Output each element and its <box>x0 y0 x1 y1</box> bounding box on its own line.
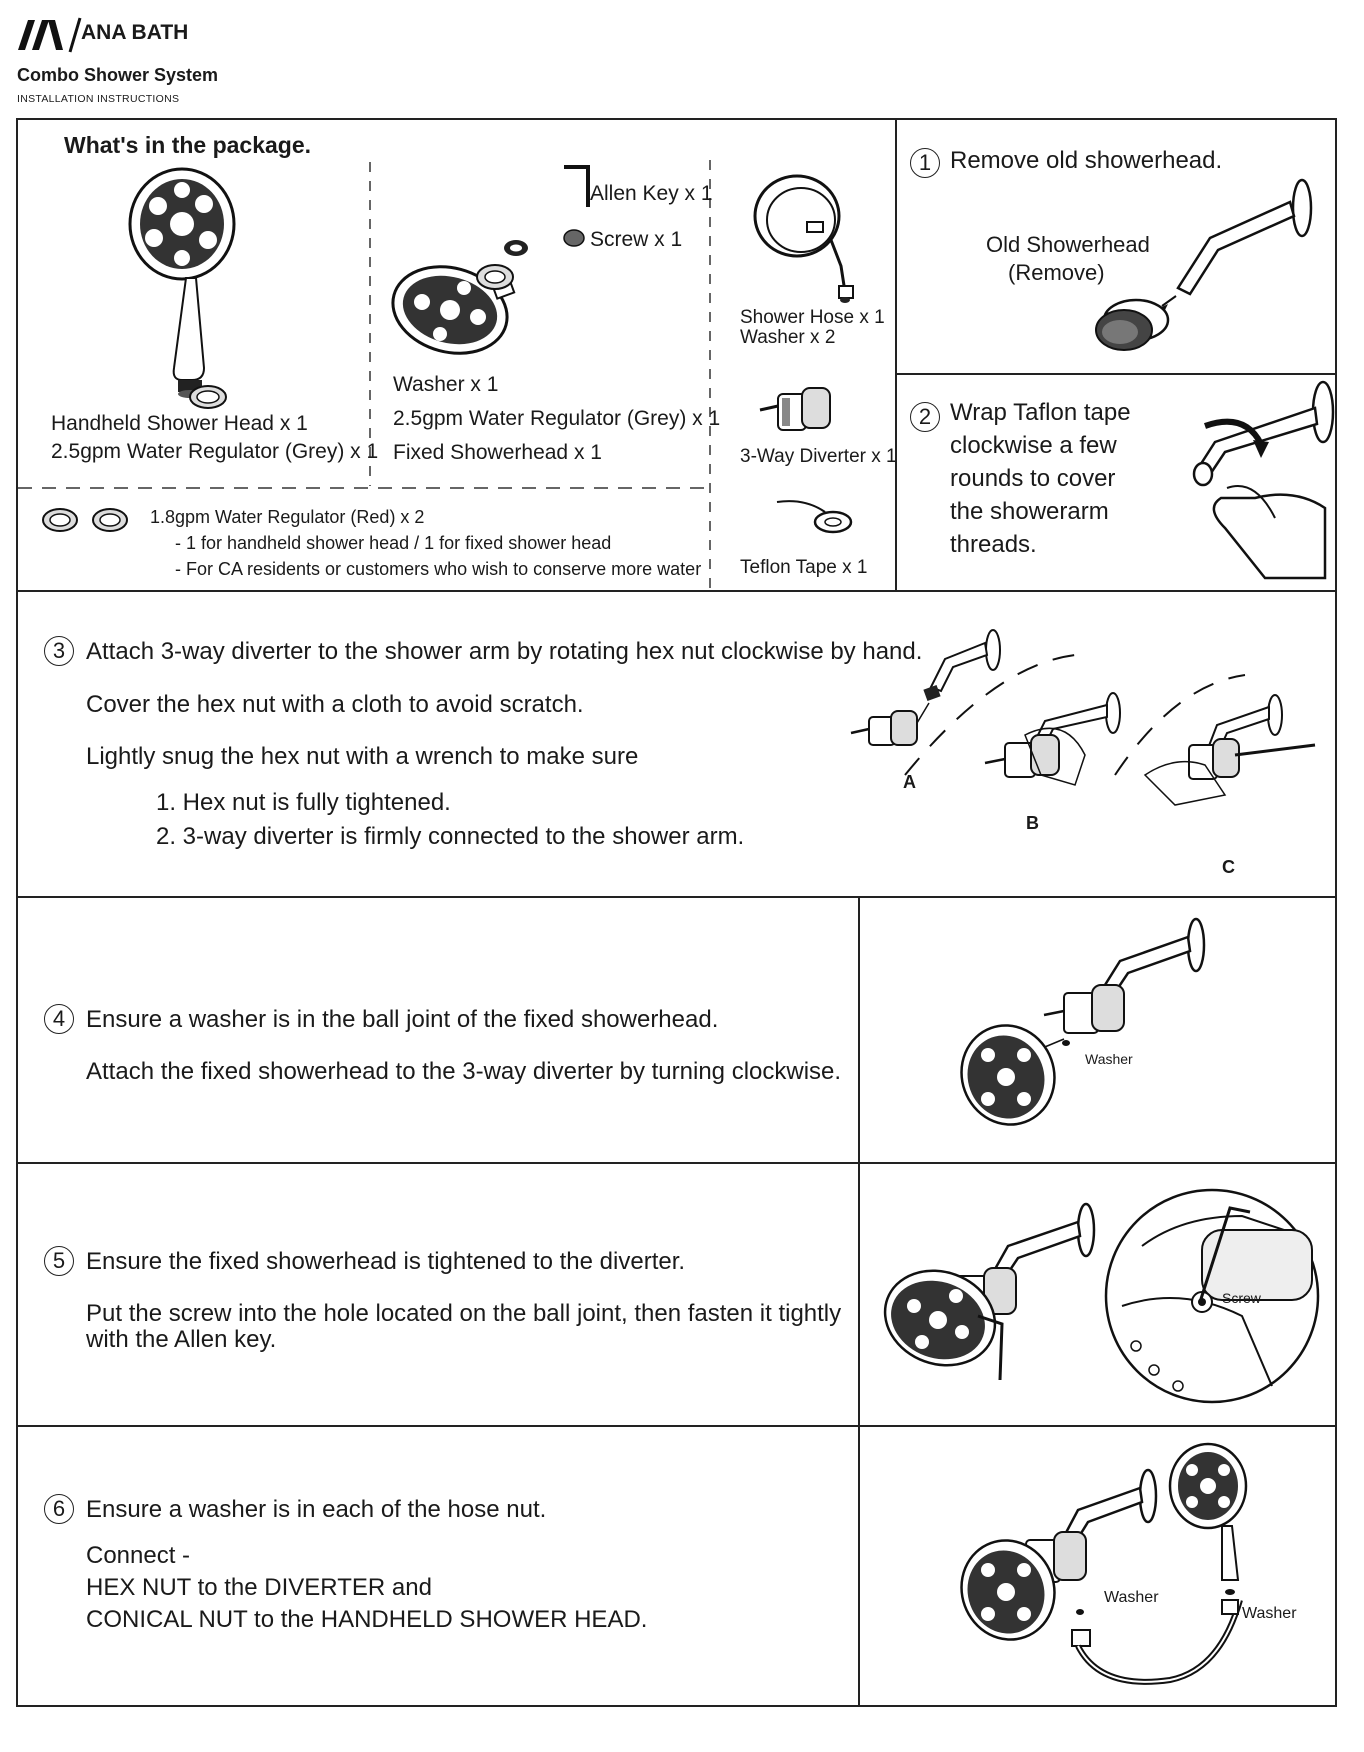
diverter-icon <box>758 384 858 444</box>
step-6-washer-label-1: Washer <box>1104 1589 1159 1606</box>
page-title: Combo Shower System <box>17 65 219 85</box>
step-2-line4: the showerarm <box>950 498 1109 525</box>
step-3-fig-b: B <box>1026 813 1039 833</box>
step-3-fig-a: A <box>903 772 916 792</box>
screw-closeup-icon <box>1102 1186 1322 1406</box>
step-5-number: 5 <box>44 1246 74 1276</box>
teflon-label: Teflon Tape x 1 <box>740 557 868 578</box>
handheld-shower-head-icon <box>124 168 244 418</box>
screw-label: Screw x 1 <box>590 228 683 251</box>
step-5-diagram <box>878 1200 1108 1400</box>
page-subtitle: INSTALLATION INSTRUCTIONS <box>17 93 180 105</box>
step-4-line1: Ensure a washer is in the ball joint of the fixed showerhead. <box>86 1006 719 1033</box>
step-5-line1: Ensure the fixed showerhead is tightened to the diverter. <box>86 1248 686 1275</box>
red-regulator-icon <box>40 505 130 535</box>
step-2-line5: threads. <box>950 531 1037 558</box>
step-1-text: Remove old showerhead. <box>950 147 1223 174</box>
fixed-line1: Washer x 1 <box>393 373 499 396</box>
step-4-number: 4 <box>44 1004 74 1034</box>
step-3-line1: Attach 3-way diverter to the shower arm by rotating hex nut clockwise by hand. <box>86 638 923 665</box>
step-5-line2: Put the screw into the hole located on the ball joint, then fasten it tightly <box>86 1300 842 1327</box>
step-3-fig-c: C <box>1222 857 1235 877</box>
screw-icon <box>562 228 586 248</box>
fixed-line3: Fixed Showerhead x 1 <box>393 441 602 464</box>
step-2-number: 2 <box>910 402 940 432</box>
allen-key-label: Allen Key x 1 <box>590 182 713 205</box>
step-1-label-1: Old Showerhead <box>986 232 1150 257</box>
package-heading: What's in the package. <box>64 132 312 158</box>
red-regulator-line2: - 1 for handheld shower head / 1 for fixed shower head <box>175 533 612 553</box>
step-6-washer-label-2: Washer <box>1242 1605 1297 1622</box>
step-1-number: 1 <box>910 148 940 178</box>
step-5-line3: with the Allen key. <box>86 1326 277 1353</box>
step-4-diagram <box>960 915 1220 1135</box>
step-6-line1: Ensure a washer is in each of the hose nut. <box>86 1496 547 1523</box>
hose-line1: Shower Hose x 1 <box>740 307 885 328</box>
step-3-diagram <box>845 625 1325 865</box>
step-5-screw-label: Screw <box>1222 1290 1261 1306</box>
step-6-line3: HEX NUT to the DIVERTER and <box>86 1574 432 1601</box>
red-regulator-line1: 1.8gpm Water Regulator (Red) x 2 <box>150 507 425 527</box>
step-6-line2: Connect - <box>86 1542 191 1569</box>
fixed-line2: 2.5gpm Water Regulator (Grey) x 1 <box>393 407 721 430</box>
step-3-line4: 1. Hex nut is fully tightened. <box>156 789 451 816</box>
step-1-label-2: (Remove) <box>1008 260 1105 285</box>
step-4-washer-label: Washer <box>1085 1051 1133 1067</box>
old-showerhead-icon <box>1090 178 1320 358</box>
step-2-line1: Wrap Taflon tape <box>950 399 1131 426</box>
diverter-label: 3-Way Diverter x 1 <box>740 446 897 467</box>
step-6-number: 6 <box>44 1494 74 1524</box>
step-3-line2: Cover the hex nut with a cloth to avoid scratch. <box>86 691 584 718</box>
fixed-regulator-icon <box>475 262 515 292</box>
tape-wrap-hand-icon <box>1175 378 1335 588</box>
step-2-line2: clockwise a few <box>950 432 1117 459</box>
grey-regulator-icon <box>188 384 228 410</box>
step-5-panel <box>16 1162 860 1427</box>
step-3-number: 3 <box>44 636 74 666</box>
shower-hose-icon <box>745 166 865 306</box>
step-2-line3: rounds to cover <box>950 465 1116 492</box>
step-6-line4: CONICAL NUT to the HANDHELD SHOWER HEAD. <box>86 1606 648 1633</box>
step-4-line2: Attach the fixed showerhead to the 3-way diverter by turning clockwise. <box>86 1058 842 1085</box>
teflon-tape-icon <box>775 496 855 546</box>
fixed-showerhead-icon <box>390 262 540 372</box>
step-6-diagram <box>960 1440 1290 1700</box>
handheld-line1: Handheld Shower Head x 1 <box>51 412 308 435</box>
red-regulator-line3: - For CA residents or customers who wish to conserve more water <box>175 559 702 579</box>
fixed-washer-icon <box>502 236 532 260</box>
step-3-line3: Lightly snug the hex nut with a wrench to make sure <box>86 743 639 770</box>
hose-line2: Washer x 2 <box>740 327 836 348</box>
brand-name: ANA BATH <box>81 21 189 44</box>
handheld-line2: 2.5gpm Water Regulator (Grey) x 1 <box>51 440 379 463</box>
step-3-line5: 2. 3-way diverter is firmly connected to the shower arm. <box>156 823 745 850</box>
